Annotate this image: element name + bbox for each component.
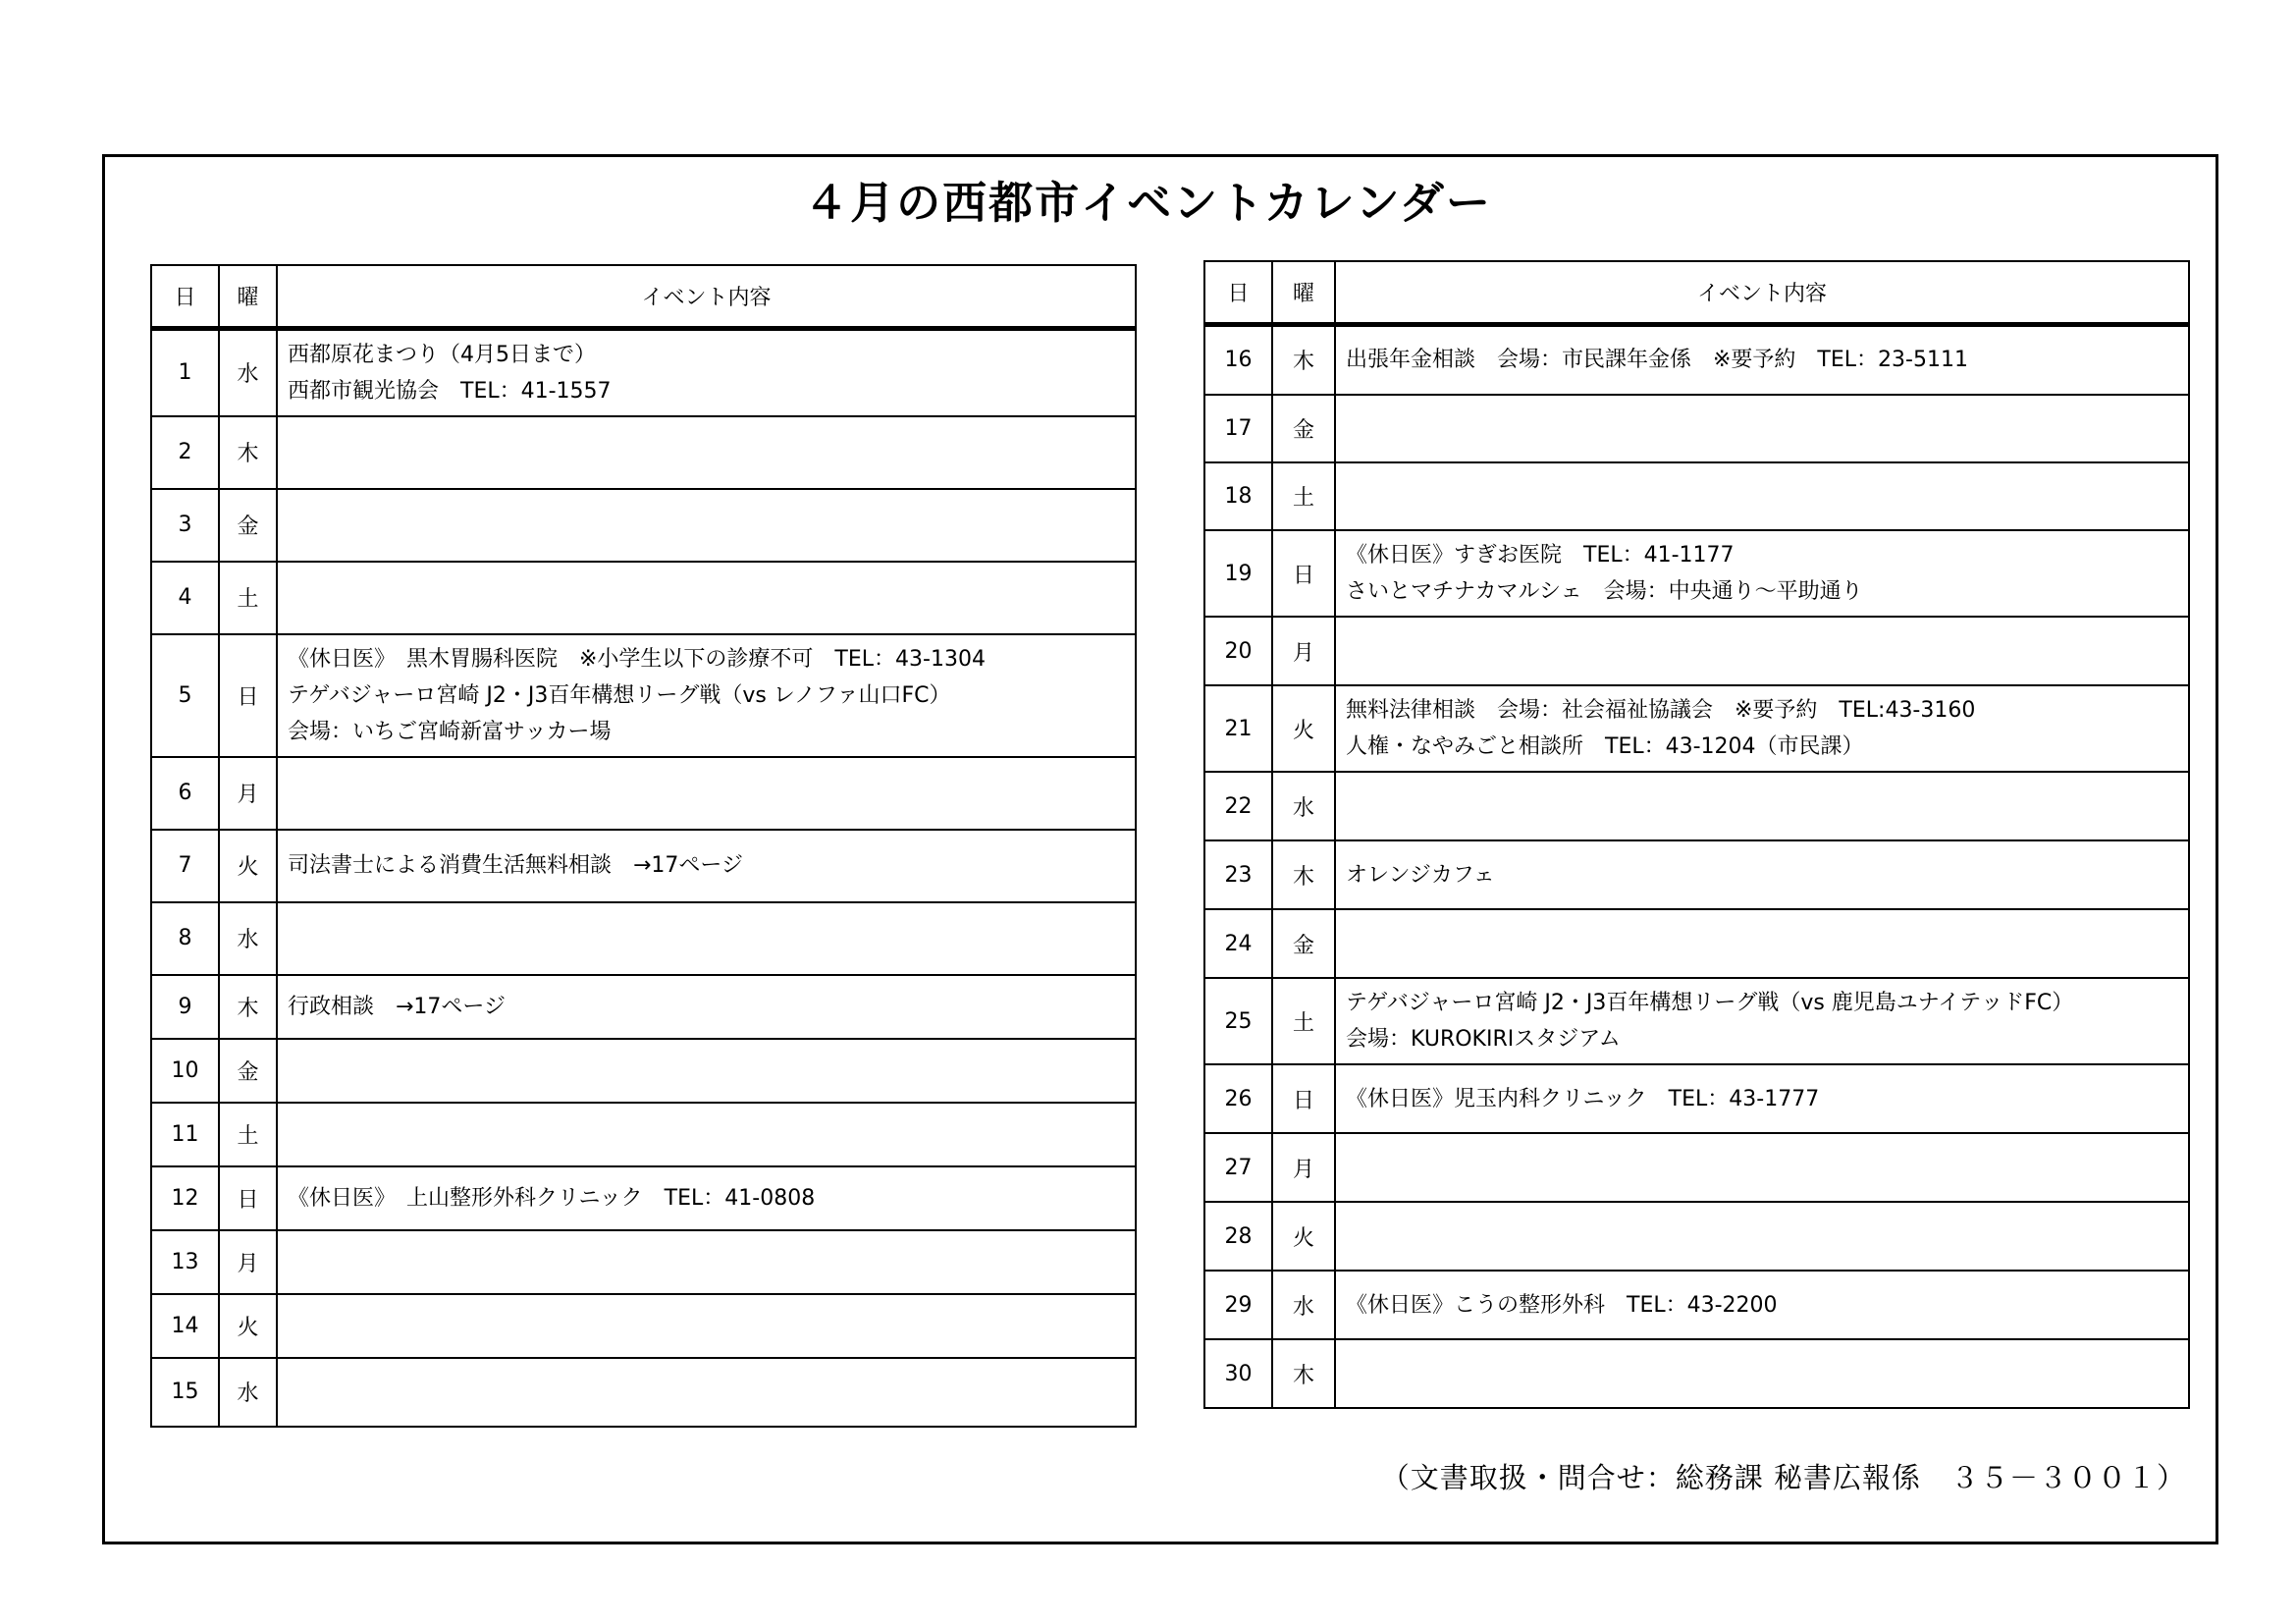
weekday-cell: 日 — [219, 634, 277, 757]
day-cell: 23 — [1204, 840, 1272, 909]
event-line: 《休日医》児玉内科クリニック TEL：43-1777 — [1346, 1086, 1820, 1111]
table-row — [151, 902, 1136, 975]
weekday-cell: 日 — [1272, 1064, 1335, 1133]
event-cell — [277, 1358, 1136, 1427]
day-cell: 21 — [1204, 685, 1272, 772]
event-line: 西都原花まつり（4月5日まで） — [288, 342, 596, 367]
table-header-row — [151, 265, 1136, 328]
table-row — [1204, 978, 2189, 1064]
weekday-cell: 木 — [1272, 324, 1335, 395]
day-cell: 7 — [151, 830, 219, 902]
table-row — [1204, 840, 2189, 909]
weekday-cell: 水 — [219, 328, 277, 416]
event-cell — [1335, 1271, 2189, 1339]
weekday-cell: 水 — [219, 902, 277, 975]
event-cell — [277, 902, 1136, 975]
weekday-cell: 木 — [219, 416, 277, 489]
calendar-table-left — [150, 264, 1137, 1428]
weekday-cell: 火 — [1272, 1202, 1335, 1271]
weekday-cell: 月 — [1272, 1133, 1335, 1202]
table-row — [151, 1294, 1136, 1358]
table-row — [151, 830, 1136, 902]
table-row — [1204, 909, 2189, 978]
weekday-cell: 金 — [219, 1039, 277, 1103]
day-cell: 19 — [1204, 530, 1272, 617]
event-cell — [277, 975, 1136, 1039]
event-cell — [277, 1230, 1136, 1294]
weekday-cell: 土 — [1272, 462, 1335, 530]
weekday-cell: 月 — [219, 757, 277, 830]
weekday-cell: 火 — [219, 830, 277, 902]
event-cell — [1335, 617, 2189, 685]
table-row — [1204, 1339, 2189, 1408]
table-row — [1204, 685, 2189, 772]
event-cell — [277, 1294, 1136, 1358]
weekday-cell: 木 — [1272, 840, 1335, 909]
day-cell: 4 — [151, 562, 219, 634]
table-row — [151, 416, 1136, 489]
header-weekday: 曜 — [219, 265, 277, 328]
weekday-cell: 水 — [219, 1358, 277, 1427]
day-cell: 6 — [151, 757, 219, 830]
event-cell — [277, 489, 1136, 562]
day-cell: 8 — [151, 902, 219, 975]
event-line: 会場：いちご宮崎新富サッカー場 — [288, 719, 612, 744]
day-cell: 22 — [1204, 772, 1272, 840]
table-row — [1204, 1271, 2189, 1339]
page-title: ４月の西都市イベントカレンダー — [804, 177, 1492, 229]
event-cell — [277, 634, 1136, 757]
day-cell: 12 — [151, 1166, 219, 1230]
weekday-cell: 土 — [219, 1103, 277, 1166]
weekday-cell: 日 — [1272, 530, 1335, 617]
event-line: 会場：KUROKIRIスタジアム — [1346, 1027, 1621, 1052]
calendar-table-right — [1203, 260, 2190, 1409]
table-row — [1204, 772, 2189, 840]
day-cell: 27 — [1204, 1133, 1272, 1202]
event-line: 司法書士による消費生活無料相談 →17ページ — [288, 853, 743, 878]
day-cell: 18 — [1204, 462, 1272, 530]
table-row — [1204, 1202, 2189, 1271]
event-line: 出張年金相談 会場：市民課年金係 ※要予約 TEL：23-5111 — [1346, 348, 1968, 373]
event-cell — [277, 416, 1136, 489]
header-day: 日 — [1204, 261, 1272, 324]
event-line: 《休日医》 上山整形外科クリニック TEL：41-0808 — [288, 1185, 816, 1211]
event-line: 無料法律相談 会場：社会福祉協議会 ※要予約 TEL:43-3160 — [1346, 698, 1976, 723]
event-line: 《休日医》すぎお医院 TEL：41-1177 — [1346, 543, 1735, 568]
table-row — [1204, 617, 2189, 685]
weekday-cell: 金 — [1272, 909, 1335, 978]
event-cell — [277, 830, 1136, 902]
table-row — [151, 489, 1136, 562]
table-row — [1204, 395, 2189, 462]
day-cell: 30 — [1204, 1339, 1272, 1408]
table-header-row — [1204, 261, 2189, 324]
table-row — [151, 1230, 1136, 1294]
table-row — [151, 328, 1136, 416]
day-cell: 20 — [1204, 617, 1272, 685]
header-weekday: 曜 — [1272, 261, 1335, 324]
day-cell: 13 — [151, 1230, 219, 1294]
day-cell: 16 — [1204, 324, 1272, 395]
weekday-cell: 金 — [1272, 395, 1335, 462]
table-row — [151, 1039, 1136, 1103]
day-cell: 2 — [151, 416, 219, 489]
day-cell: 26 — [1204, 1064, 1272, 1133]
table-row — [151, 975, 1136, 1039]
event-cell — [1335, 840, 2189, 909]
day-cell: 14 — [151, 1294, 219, 1358]
day-cell: 28 — [1204, 1202, 1272, 1271]
weekday-cell: 土 — [219, 562, 277, 634]
table-row — [1204, 462, 2189, 530]
day-cell: 10 — [151, 1039, 219, 1103]
day-cell: 5 — [151, 634, 219, 757]
event-line: さいとマチナカマルシェ 会場：中央通り～平助通り — [1346, 579, 1863, 604]
event-line: テゲバジャーロ宮崎 J2・J3百年構想リーグ戦（vs レノファ山口FC） — [288, 682, 951, 708]
event-line: テゲバジャーロ宮崎 J2・J3百年構想リーグ戦（vs 鹿児島ユナイテッドFC） — [1346, 991, 2074, 1015]
day-cell: 11 — [151, 1103, 219, 1166]
event-cell — [1335, 1133, 2189, 1202]
table-row — [1204, 530, 2189, 617]
event-cell — [1335, 1339, 2189, 1408]
event-line: 人権・なやみごと相談所 TEL：43-1204（市民課） — [1346, 734, 1864, 759]
weekday-cell: 木 — [1272, 1339, 1335, 1408]
event-cell — [1335, 530, 2189, 617]
table-row — [151, 757, 1136, 830]
weekday-cell: 月 — [219, 1230, 277, 1294]
event-cell — [1335, 462, 2189, 530]
day-cell: 15 — [151, 1358, 219, 1427]
event-line: 西都市観光協会 TEL：41-1557 — [288, 378, 612, 404]
day-cell: 9 — [151, 975, 219, 1039]
event-cell — [277, 757, 1136, 830]
weekday-cell: 土 — [1272, 978, 1335, 1064]
contact-footer: （文書取扱・問合せ：総務課 秘書広報係 ３５－３００１） — [1380, 1461, 2186, 1494]
day-cell: 29 — [1204, 1271, 1272, 1339]
table-row — [151, 1358, 1136, 1427]
weekday-cell: 金 — [219, 489, 277, 562]
table-row — [151, 1103, 1136, 1166]
weekday-cell: 火 — [1272, 685, 1335, 772]
event-cell — [277, 1166, 1136, 1230]
header-day: 日 — [151, 265, 219, 328]
event-cell — [1335, 772, 2189, 840]
event-cell — [277, 1039, 1136, 1103]
event-cell — [1335, 909, 2189, 978]
event-line: 行政相談 →17ページ — [288, 994, 506, 1019]
day-cell: 25 — [1204, 978, 1272, 1064]
weekday-cell: 水 — [1272, 772, 1335, 840]
weekday-cell: 日 — [219, 1166, 277, 1230]
event-cell — [277, 562, 1136, 634]
weekday-cell: 木 — [219, 975, 277, 1039]
day-cell: 17 — [1204, 395, 1272, 462]
header-event: イベント内容 — [1335, 261, 2189, 324]
event-line: 《休日医》こうの整形外科 TEL：43-2200 — [1346, 1292, 1778, 1318]
table-row — [151, 1166, 1136, 1230]
event-line: 《休日医》 黒木胃腸科医院 ※小学生以下の診療不可 TEL：43-1304 — [288, 646, 986, 672]
table-row — [1204, 1064, 2189, 1133]
event-cell — [1335, 978, 2189, 1064]
event-cell — [1335, 324, 2189, 395]
weekday-cell: 水 — [1272, 1271, 1335, 1339]
table-row — [1204, 1133, 2189, 1202]
table-row — [1204, 324, 2189, 395]
event-cell — [1335, 685, 2189, 772]
day-cell: 3 — [151, 489, 219, 562]
table-row — [151, 634, 1136, 757]
weekday-cell: 月 — [1272, 617, 1335, 685]
event-cell — [277, 328, 1136, 416]
table-row — [151, 562, 1136, 634]
header-event: イベント内容 — [277, 265, 1136, 328]
day-cell: 24 — [1204, 909, 1272, 978]
event-cell — [1335, 1202, 2189, 1271]
event-cell — [1335, 1064, 2189, 1133]
weekday-cell: 火 — [219, 1294, 277, 1358]
event-cell — [277, 1103, 1136, 1166]
event-cell — [1335, 395, 2189, 462]
event-line: オレンジカフェ — [1346, 862, 1495, 888]
day-cell: 1 — [151, 328, 219, 416]
